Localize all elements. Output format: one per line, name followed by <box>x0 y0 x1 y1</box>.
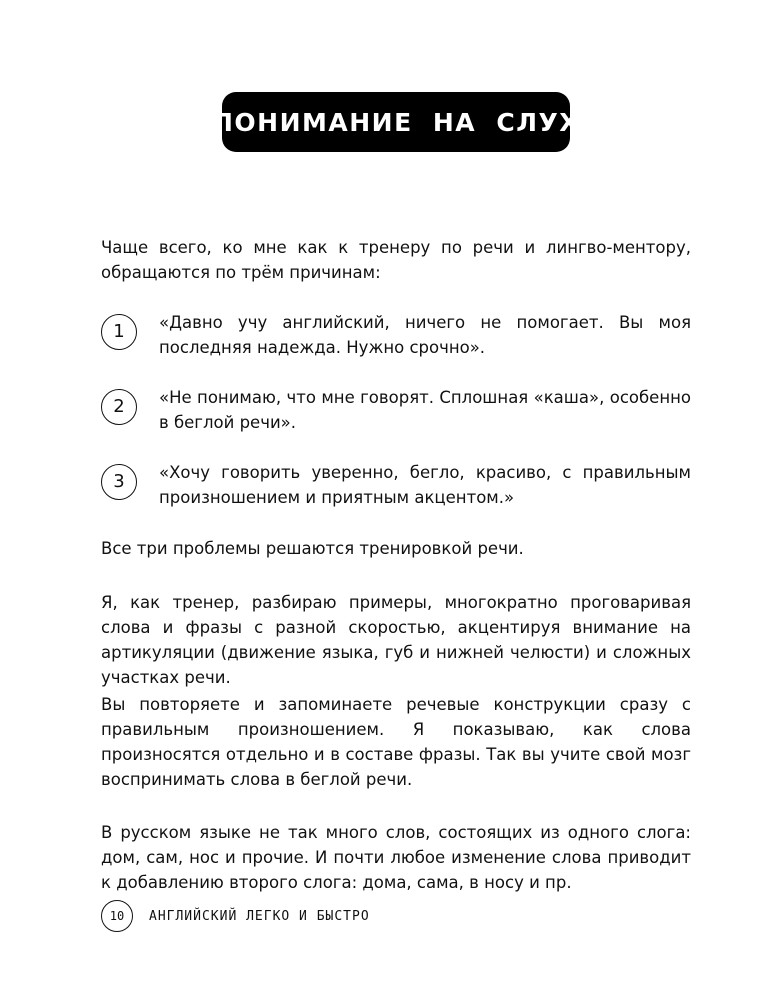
page-footer <box>101 898 370 934</box>
reason-item-2 <box>101 385 691 445</box>
chapter-title: ПОНИМАНИЕ НА СЛУХ <box>212 107 581 137</box>
reason-item-3 <box>101 460 691 520</box>
reason-text-1: «Давно учу английский, ничего не помогает. Вы моя последняя надежда. Нужно срочно». <box>159 313 691 357</box>
reason-text-2: «Не понимаю, что мне говорят. Сплошная «каша», особенно в беглой речи». <box>159 388 691 432</box>
body-paragraph-3: Вы повторяете и запоминаете речевые конструкции сразу с правильным произношением. Я показываю, как слова произносятся отдельно и в составе фразы. Так вы учите свой мозг воспринимать слова в беглой речи. <box>101 695 691 789</box>
body-paragraph-1: Все три проблемы решаются тренировкой речи. <box>101 539 524 558</box>
number-badge-2: 2 <box>101 389 137 425</box>
running-book-title: АНГЛИЙСКИЙ ЛЕГКО И БЫСТРО <box>149 908 370 924</box>
body-paragraph-2: Я, как тренер, разбираю примеры, многократно проговаривая слова и фразы с разной скоростью, акцентируя внимание на артикуляции (движение языка, губ и нижней челюсти) и сложных участках речи. <box>101 593 691 687</box>
page-number: 10 <box>101 900 133 932</box>
chapter-title-banner <box>212 92 581 152</box>
body-paragraph-4: В русском языке не так много слов, состоящих из одного слога: дом, сам, нос и прочие. И почти любое изменение слова приводит к добавлению второго слога: дома, сама, в носу и пр. <box>101 823 691 892</box>
intro-paragraph: Чаще всего, ко мне как к тренеру по речи и лингво-ментору, обращаются по трём причинам: <box>101 238 691 282</box>
number-badge-3: 3 <box>101 464 137 500</box>
number-badge-1: 1 <box>101 314 137 350</box>
reason-item-1 <box>101 310 691 370</box>
reason-text-3: «Хочу говорить уверенно, бегло, красиво, с правильным произношением и приятным акцентом.» <box>159 463 691 507</box>
